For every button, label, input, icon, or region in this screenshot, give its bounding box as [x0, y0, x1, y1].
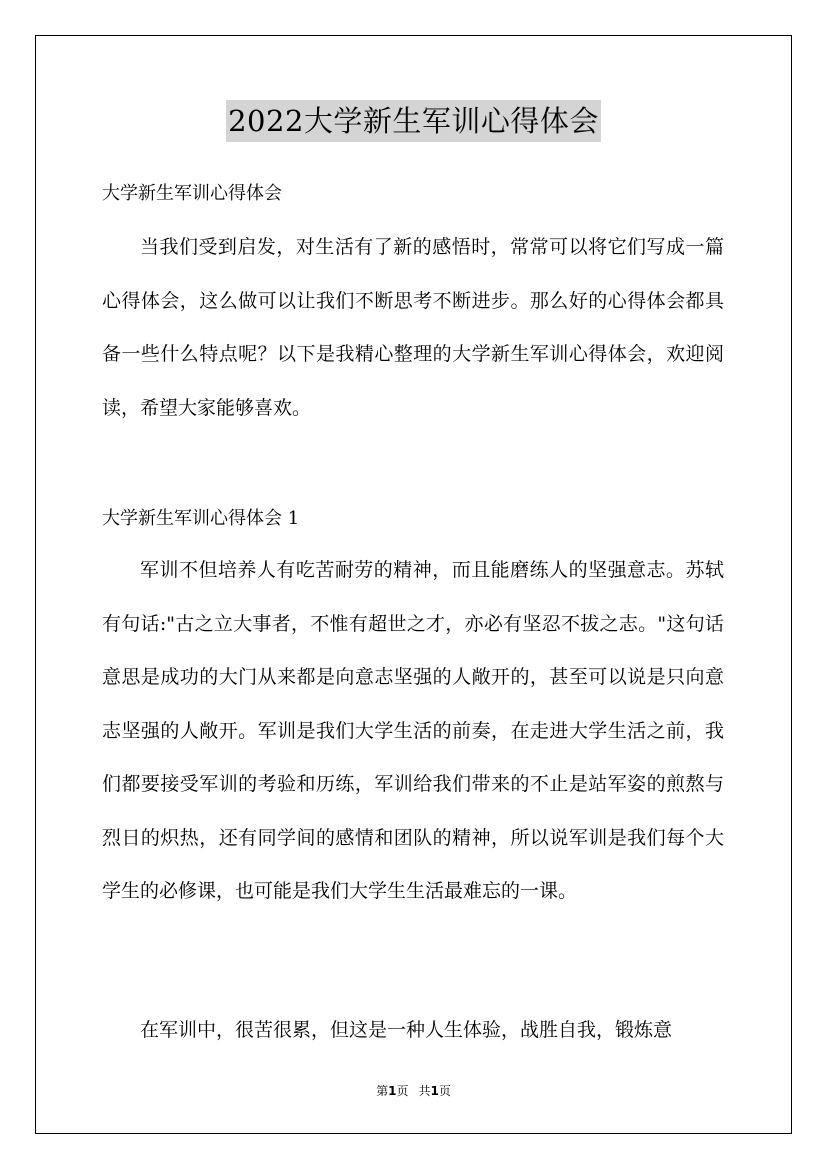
section-1-paragraph-2: 在军训中，很苦很累，但这是一种人生体验，战胜自我，锻炼意	[140, 1019, 673, 1041]
total-suffix: 页	[438, 1084, 451, 1098]
intro-paragraph: 当我们受到启发，对生活有了新的感悟时，常常可以将它们写成一篇心得体会，这么做可以让我们不断思考不断进步。那么好的心得体会都具备一些什么特点呢？以下是我精心整理的大学新生军训心得体会，欢迎阅读，希望大家能够喜欢。	[102, 236, 724, 419]
page-suffix: 页	[396, 1084, 409, 1098]
page-footer	[0, 1083, 827, 1099]
page-prefix: 第	[376, 1084, 389, 1098]
page-number: 1	[388, 1084, 397, 1098]
document-title-text: 2022大学新生军训心得体会	[226, 100, 601, 142]
section-1-heading: 大学新生军训心得体会 1	[102, 508, 300, 529]
section-1-paragraph-1: 军训不但培养人有吃苦耐劳的精神，而且能磨练人的坚强意志。苏轼有句话:"古之立大事者，不惟有超世之才，亦必有坚忍不拔之志。"这句话意思是成功的大门从来都是向意志坚强的人敞开的，甚至可以说是只向意志坚强的人敞开。军训是我们大学生活的前奏，在走进大学生活之前，我们都要接受军训的考验和历练，军训给我们带来的不止是站军姿的煎熬与烈日的炽热，还有同学间的感情和团队的精神，所以说军训是我们每个大学生的必修课，也可能是我们大学生生活最难忘的一课。	[102, 559, 724, 902]
intro-heading: 大学新生军训心得体会	[102, 183, 282, 204]
document-title	[0, 100, 827, 142]
page-total: 1	[430, 1084, 439, 1098]
total-prefix: 共	[418, 1084, 431, 1098]
